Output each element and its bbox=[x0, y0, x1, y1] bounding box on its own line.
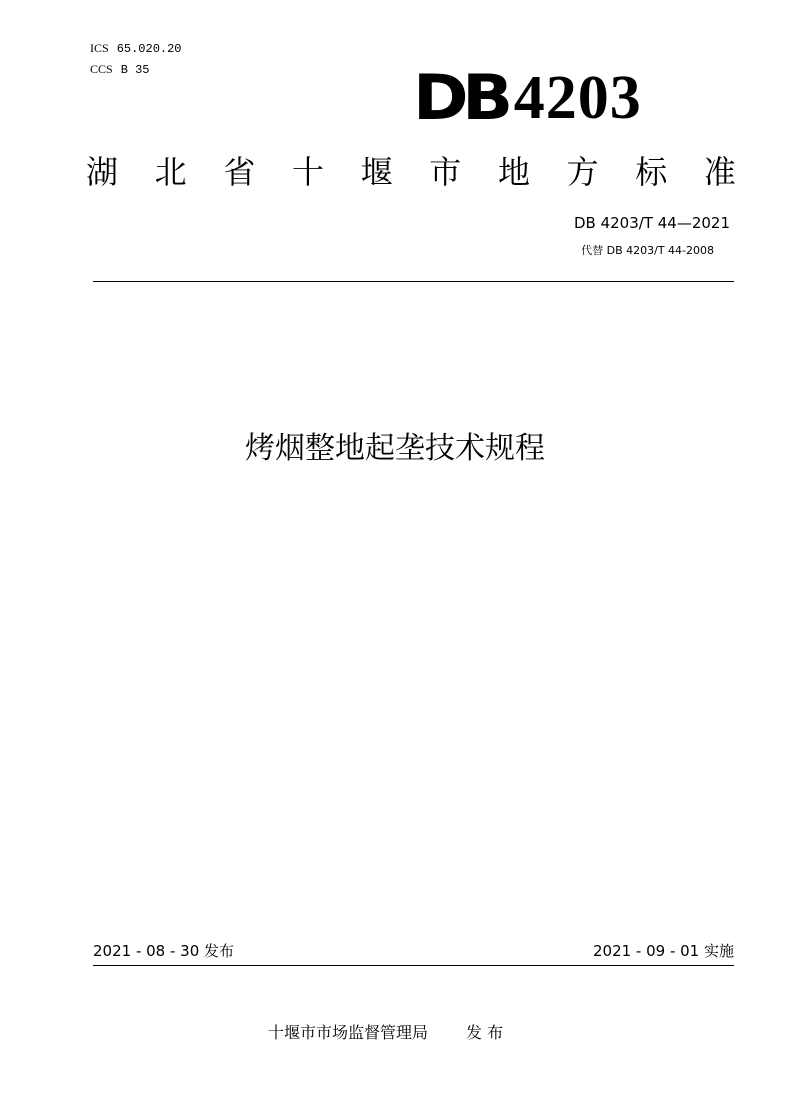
standard-type-char: 准 bbox=[703, 153, 736, 191]
replaces-code: 代替 DB 4203/T 44-2008 bbox=[581, 244, 714, 257]
ccs-line bbox=[90, 59, 182, 80]
standard-type-char: 方 bbox=[566, 153, 599, 191]
standard-type-char: 标 bbox=[635, 153, 668, 191]
standard-type-char: 省 bbox=[223, 153, 256, 191]
ccs-value: B 35 bbox=[120, 63, 150, 77]
standard-type-char: 地 bbox=[497, 153, 530, 191]
standard-type-char: 市 bbox=[429, 153, 462, 191]
standard-type-char: 北 bbox=[154, 153, 187, 191]
standard-type-char: 堰 bbox=[360, 153, 393, 191]
ics-value: 65.020.20 bbox=[116, 42, 182, 56]
document-title: 烤烟整地起垄技术规程 bbox=[245, 431, 545, 466]
db-logo-prefix: DB bbox=[413, 61, 507, 134]
footer-divider bbox=[93, 965, 734, 966]
standard-type-heading bbox=[86, 150, 736, 194]
issuer-action: 发 布 bbox=[466, 1023, 504, 1042]
ics-line bbox=[90, 38, 182, 59]
standard-type-char: 十 bbox=[291, 153, 324, 191]
db-logo bbox=[413, 61, 642, 134]
ccs-label: CCS bbox=[90, 62, 113, 76]
standard-code: DB 4203/T 44—2021 bbox=[573, 214, 730, 232]
ics-label: ICS bbox=[90, 41, 109, 55]
issuer bbox=[268, 1020, 503, 1043]
db-logo-number: 4203 bbox=[513, 64, 642, 132]
effective-date: 2021 - 09 - 01 实施 bbox=[592, 942, 734, 960]
classification-codes bbox=[90, 38, 182, 80]
issuer-name: 十堰市市场监督管理局 bbox=[268, 1023, 429, 1042]
publish-date: 2021 - 08 - 30 发布 bbox=[93, 942, 235, 960]
header-divider bbox=[93, 281, 734, 282]
standard-type-char: 湖 bbox=[86, 153, 119, 191]
